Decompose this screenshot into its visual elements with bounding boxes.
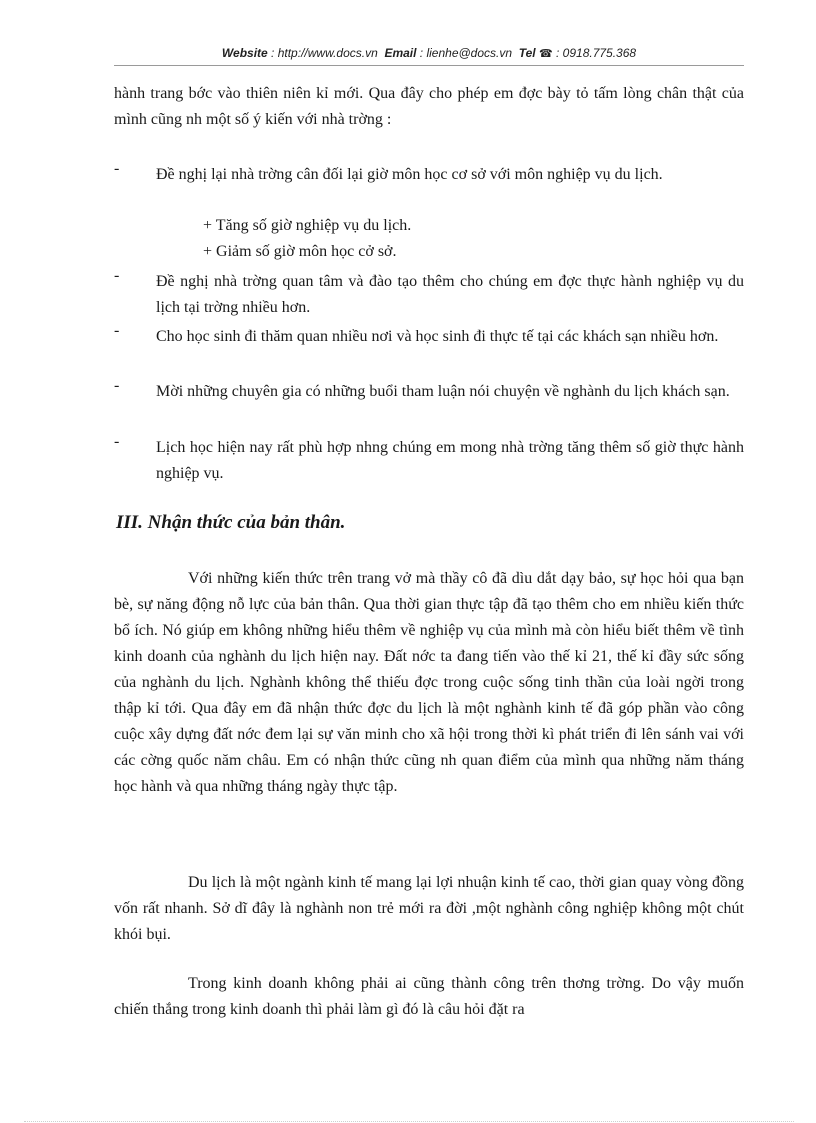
intro-paragraph: hành trang bớc vào thiên niên kỉ mới. Qua đây cho phép em đợc bày tỏ tấm lòng chân thật của mình cũng nh một số ý kiến với nhà trờng :	[114, 85, 744, 128]
section-heading: III. Nhận thức của bản thân.	[116, 512, 346, 533]
sub-item: + Tăng số giờ nghiệp vụ du lịch.	[203, 217, 412, 234]
tel-value: : 0918.775.368	[556, 46, 637, 60]
list-dash: -	[114, 160, 120, 177]
list-item-text: Lịch học hiện nay rất phù hợp nhng chúng em mong nhà trờng tăng thêm số giờ thực hành nghiệp vụ.	[156, 439, 744, 482]
list-item-text: Cho học sinh đi thăm quan nhiều nơi và học sinh đi thực tế tại các khách sạn nhiều hơn.	[156, 328, 719, 345]
list-item-text: Mời những chuyên gia có những buổi tham luận nói chuyện về nghành du lịch khách sạn.	[156, 383, 730, 400]
list-item	[114, 162, 744, 188]
page-header	[114, 46, 744, 60]
list-item-text: Đề nghị lại nhà trờng cân đối lại giờ môn học cơ sở với môn nghiệp vụ du lịch.	[156, 166, 663, 183]
website-label: Website	[221, 46, 268, 60]
website-value: : http://www.docs.vn	[271, 46, 378, 60]
phone-icon: ☎	[538, 48, 553, 60]
list-dash: -	[114, 267, 120, 284]
email-label: Email	[384, 46, 417, 60]
list-dash: -	[114, 433, 120, 450]
footer-divider	[24, 1121, 794, 1122]
body-paragraph: Trong kinh doanh không phải ai cũng thành công trên thơng trờng. Do vậy muốn chiến thắng trong kinh doanh thì phải làm gì đó là câu hỏi đặt ra	[114, 975, 744, 1018]
list-item	[114, 324, 744, 350]
sub-item: + Giảm số giờ môn học cở sở.	[203, 243, 397, 260]
list-item	[114, 435, 744, 487]
list-item	[114, 379, 744, 405]
list-dash: -	[114, 322, 120, 339]
body-paragraph: Với những kiến thức trên trang vở mà thầy cô đã dìu dắt dạy bảo, sự học hỏi qua bạn bè, sự năng động nỗ lực của bản thân. Qua thời gian thực tập đã tạo thêm cho em nhiều kiến thức bổ ích. Nó giúp em không những hiểu thêm về nghiệp vụ của mình mà còn hiểu biết thêm về tình kinh doanh của nghành du lịch hiện nay. Đất nớc ta đang tiến vào thế kỉ 21, thế kỉ đầy sức sống của nghành du lịch. Nghành không thể thiếu đợc trong cuộc sống tinh thần của loài ngời trong thập kỉ tới. Qua đây em đã nhận thức đợc du lịch là một nghành kinh tế đã góp phần vào công cuộc xây dựng đất nớc đem lại sự văn minh cho xã hội trong thời kì phát triển đi lên sánh vai với các cờng quốc năm châu. Em có nhận thức cũng nh quan điểm của mình qua những năm tháng học hành và qua những tháng ngày thực tập.	[114, 570, 744, 795]
list-item-text: Đề nghị nhà trờng quan tâm và đào tạo thêm cho chúng em đợc thực hành nghiệp vụ du lịch tại trờng nhiều hơn.	[156, 273, 744, 316]
tel-label: Tel	[518, 46, 536, 60]
list-item	[114, 269, 744, 321]
header-divider	[114, 65, 744, 66]
list-dash: -	[114, 377, 120, 394]
body-paragraph: Du lịch là một ngành kinh tế mang lại lợi nhuận kinh tế cao, thời gian quay vòng đồng vốn rất nhanh. Sở dĩ đây là nghành non trẻ mới ra đời ,một nghành công nghiệp không một chút khói bụi.	[114, 874, 744, 943]
email-value: : lienhe@docs.vn	[419, 46, 513, 60]
